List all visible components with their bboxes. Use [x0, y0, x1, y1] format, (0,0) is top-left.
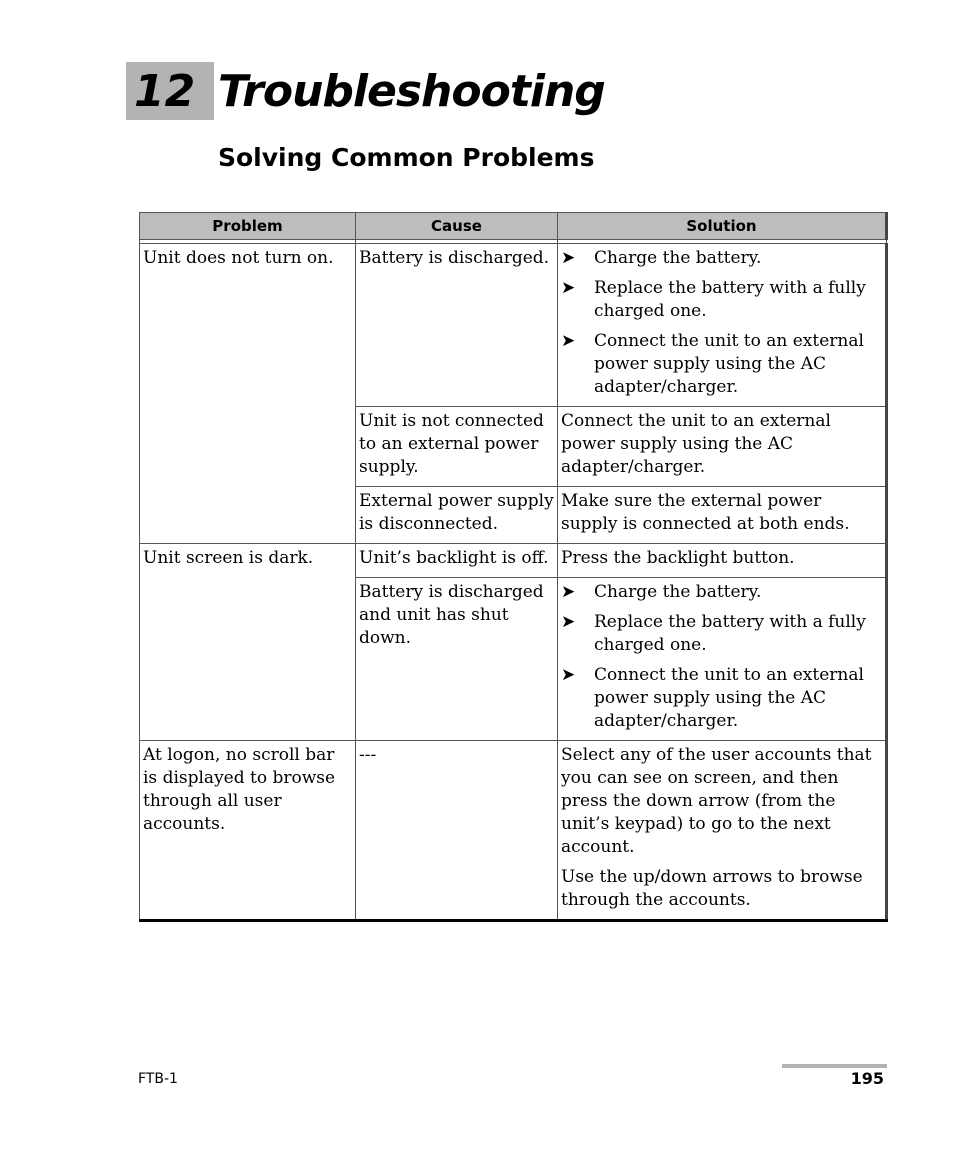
list-item-text: Connect the unit to an external power supply using the AC adapter/charger.	[594, 331, 864, 397]
list-item	[561, 247, 882, 270]
arrow-bullet-icon: ➤	[561, 248, 576, 268]
list-item	[561, 277, 882, 323]
solution-list	[561, 247, 882, 399]
solution-text: Use the up/down arrows to browse through the accounts.	[561, 867, 863, 910]
solution-cell	[558, 544, 887, 578]
list-item-text: Replace the battery with a fully charged one.	[594, 278, 866, 321]
solution-cell	[558, 741, 887, 921]
list-item-text: Charge the battery.	[594, 248, 762, 268]
solution-cell	[558, 407, 887, 487]
chapter-title: Troubleshooting	[218, 66, 605, 117]
chapter-number: 12	[134, 66, 196, 117]
list-item-text: Connect the unit to an external power supply using the AC adapter/charger.	[594, 665, 864, 731]
solution-cell	[558, 578, 887, 741]
solution-text: Connect the unit to an external power supply using the AC adapter/charger.	[561, 411, 831, 477]
footer-rule	[782, 1064, 887, 1068]
list-item	[561, 581, 882, 604]
list-item	[561, 330, 882, 399]
cause-cell: ---	[356, 741, 558, 921]
problem-cell: At logon, no scroll bar is displayed to browse through all user accounts.	[140, 741, 356, 921]
cause-cell: External power supply is disconnected.	[356, 487, 558, 544]
header-problem: Problem	[140, 213, 356, 240]
table-row	[140, 244, 887, 407]
footer-page-number: 195	[850, 1069, 884, 1088]
problem-cell: Unit does not turn on.	[140, 244, 356, 544]
cause-cell: Battery is discharged and unit has shut down.	[356, 578, 558, 741]
section-title: Solving Common Problems	[218, 143, 595, 172]
solution-text: Press the backlight button.	[561, 548, 795, 568]
header-solution: Solution	[558, 213, 887, 240]
list-item	[561, 611, 882, 657]
solution-text: Select any of the user accounts that you can see on screen, and then press the down arrow (from the unit’s keypad) to go to the next account.	[561, 745, 872, 857]
cause-cell: Battery is discharged.	[356, 244, 558, 407]
solution-text: Make sure the external power supply is connected at both ends.	[561, 491, 850, 534]
troubleshooting-table	[139, 212, 888, 922]
problem-cell: Unit screen is dark.	[140, 544, 356, 741]
table-header-row	[140, 213, 887, 240]
list-item-text: Charge the battery.	[594, 582, 762, 602]
solution-list	[561, 581, 882, 733]
list-item	[561, 664, 882, 733]
arrow-bullet-icon: ➤	[561, 665, 576, 685]
footer-product: FTB-1	[138, 1071, 178, 1087]
cause-cell: Unit’s backlight is off.	[356, 544, 558, 578]
arrow-bullet-icon: ➤	[561, 612, 576, 632]
list-item-text: Replace the battery with a fully charged one.	[594, 612, 866, 655]
arrow-bullet-icon: ➤	[561, 278, 576, 298]
arrow-bullet-icon: ➤	[561, 331, 576, 351]
arrow-bullet-icon: ➤	[561, 582, 576, 602]
table-row	[140, 741, 887, 921]
table-row	[140, 544, 887, 578]
table-body	[140, 240, 887, 921]
solution-cell	[558, 487, 887, 544]
header-cause: Cause	[356, 213, 558, 240]
cause-cell: Unit is not connected to an external power supply.	[356, 407, 558, 487]
solution-cell	[558, 244, 887, 407]
